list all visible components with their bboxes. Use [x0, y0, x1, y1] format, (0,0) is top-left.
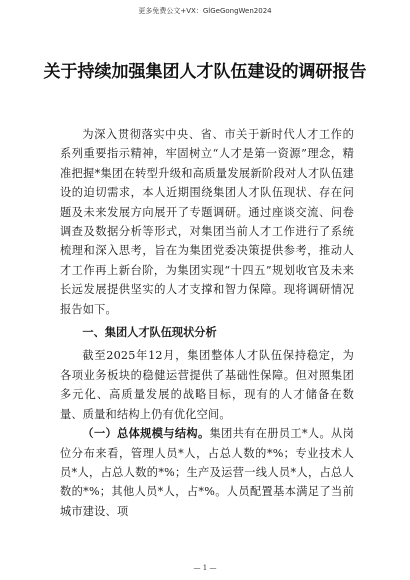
subsection-text: 集团共有在册员工*人。从岗位分布来看，管理人员*人，占总人数的*%；专业技术人员*人，占总人数的*%；生产及运营一线人员*人，占总人数的*%；其他人员*人，占*%。人员配置基本满足了当前城市建设、项 [60, 427, 354, 518]
subsection-paragraph [60, 424, 354, 521]
section-paragraph: 截至2025年12月，集团整体人才队伍保持稳定，为各项业务板块的稳健运营提供了基础性保障。但对照集团多元化、高质量发展的战略目标，现有的人才储备在数量、质量和结构上仍有优化空间。 [60, 349, 354, 421]
intro-paragraph: 为深入贯彻落实中央、省、市关于新时代人才工作的系列重要指示精神，牢固树立“人才是第一资源”理念，精准把握*集团在转型升级和高质量发展新阶段对人才队伍建设的迫切需求，本人近期围绕集团人才队伍现状、存在问题及未来发展方向展开了专题调研。通过座谈交流、问卷调查及数据分析等形式，对集团当前人才工作进行了系统梳理和深入思考，旨在为集团党委决策提供参考，推动人才工作再上新台阶，为集团实现“十四五”规划收官及未来长远发展提供坚实的人才支撑和智力保障。现将调研情况报告如下。 [60, 128, 354, 316]
page-number: — 1 — [193, 564, 217, 572]
header-promo-note: 更多免费公文+VX：GlGeGongWen2024 [138, 7, 272, 15]
document-body [60, 125, 354, 521]
document-title: 关于持续加强集团人才队伍建设的调研报告 [43, 62, 367, 82]
section-heading: 一、集团人才队伍现状分析 [82, 326, 217, 340]
subsection-heading: （一）总体规模与结构。 [82, 427, 210, 441]
